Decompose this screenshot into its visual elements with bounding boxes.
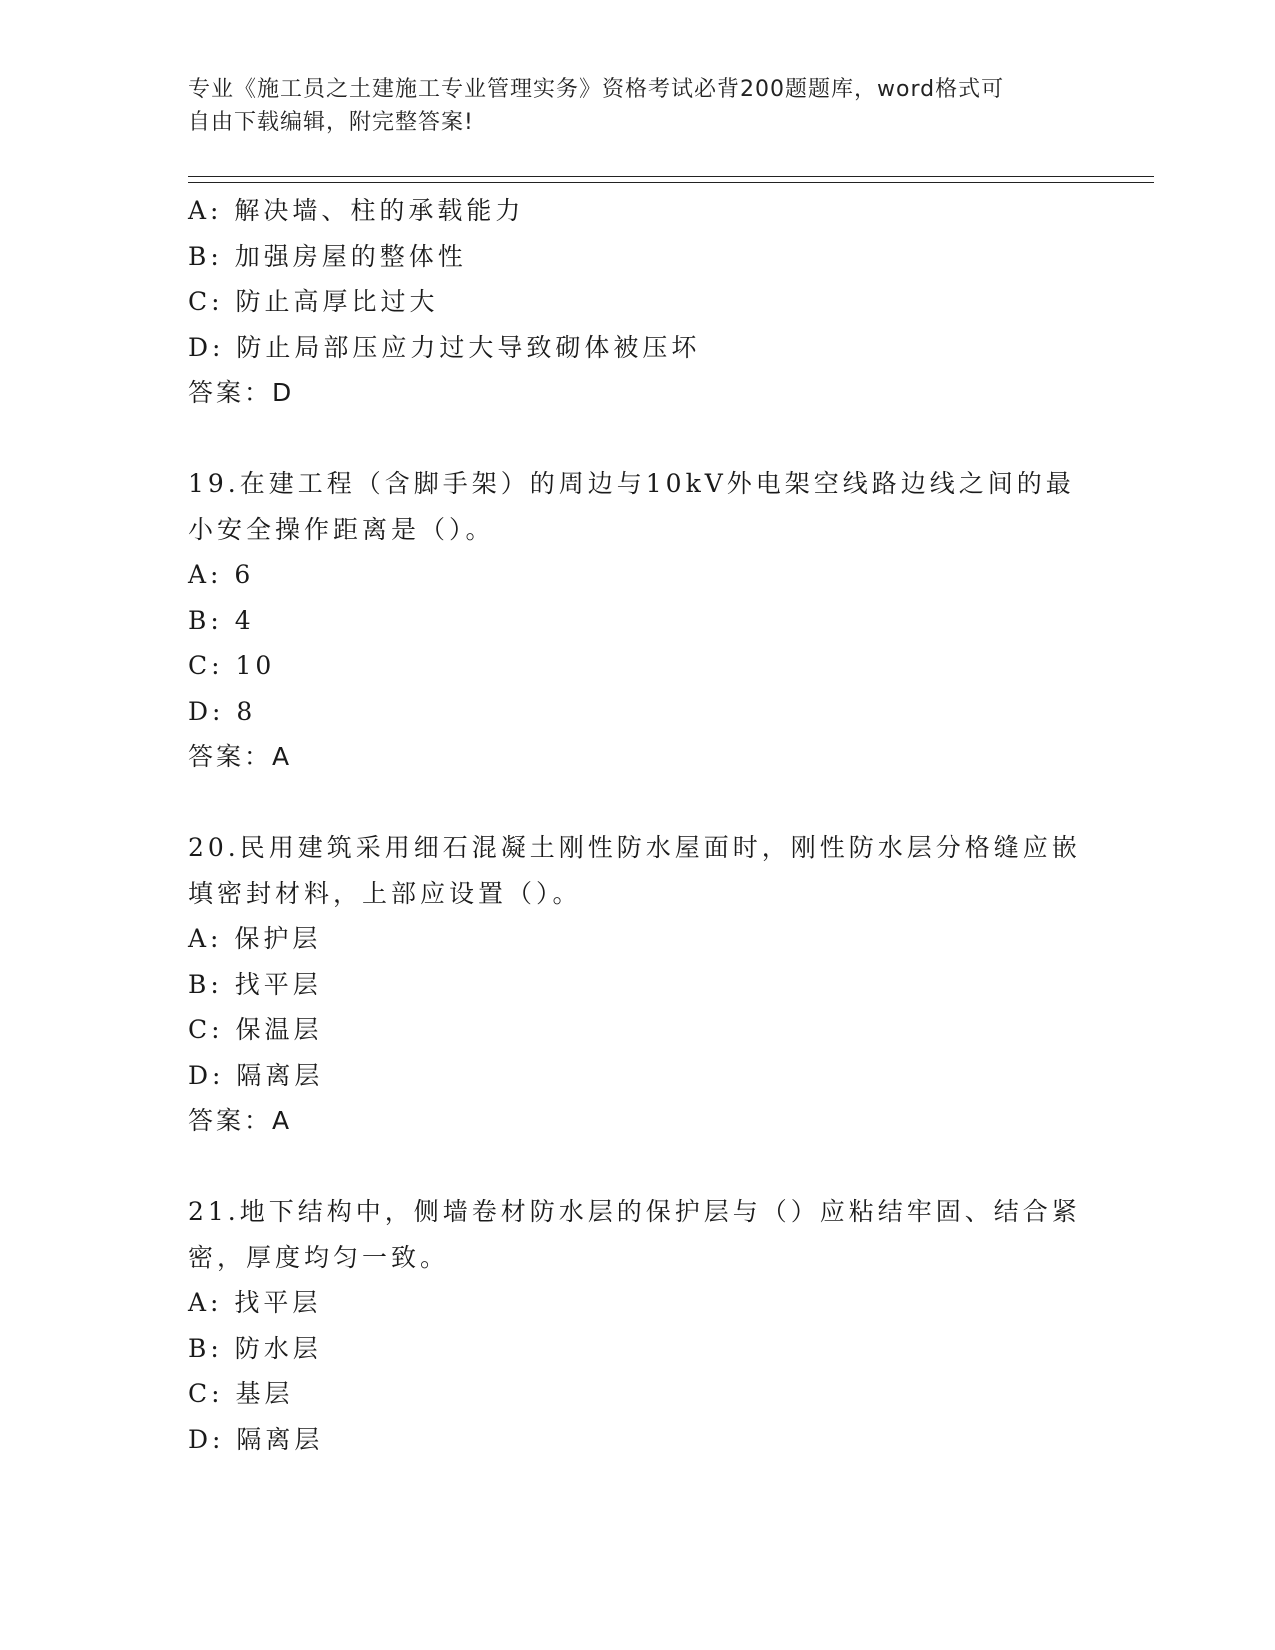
spacer bbox=[188, 780, 1088, 826]
option-b: B: 防水层 bbox=[188, 1333, 322, 1363]
question-stem-line-1: 20.民用建筑采用细石混凝土刚性防水屋面时，刚性防水层分格缝应嵌 bbox=[188, 833, 1081, 862]
answer-line: 答案：A bbox=[188, 742, 293, 771]
question-stem-line-2: 填密封材料，上部应设置（）。 bbox=[188, 878, 582, 908]
question-18-continued bbox=[188, 188, 1088, 416]
header-divider-bottom bbox=[188, 182, 1154, 183]
question-stem-line-1: 19.在建工程（含脚手架）的周边与10kV外电架空线路边线之间的最 bbox=[188, 469, 1075, 498]
option-d: D: 防止局部压应力过大导致砌体被压坏 bbox=[188, 332, 701, 362]
answer-line: 答案：A bbox=[188, 1106, 293, 1135]
header-divider-top bbox=[188, 176, 1154, 177]
question-stem-line-2: 密，厚度均匀一致。 bbox=[188, 1242, 450, 1272]
question-19 bbox=[188, 461, 1088, 780]
option-a: A: 6 bbox=[188, 560, 255, 589]
option-d: D: 隔离层 bbox=[188, 1060, 324, 1090]
option-c: C: 防止高厚比过大 bbox=[188, 287, 439, 316]
option-a: A: 找平层 bbox=[188, 1288, 322, 1317]
answer-line: 答案：D bbox=[188, 378, 295, 407]
option-c: C: 10 bbox=[188, 651, 276, 680]
header-title-line-2: 自由下载编辑，附完整答案! bbox=[188, 110, 474, 135]
question-stem-line-2: 小安全操作距离是（）。 bbox=[188, 514, 495, 544]
header-title-line-1: 专业《施工员之土建施工专业管理实务》资格考试必背200题题库，word格式可 bbox=[188, 77, 1005, 102]
question-stem-line-1: 21.地下结构中，侧墙卷材防水层的保护层与（）应粘结牢固、结合紧 bbox=[188, 1197, 1081, 1226]
option-b: B: 找平层 bbox=[188, 969, 322, 999]
option-a: A: 解决墙、柱的承载能力 bbox=[188, 196, 525, 225]
document-header bbox=[188, 73, 1068, 139]
spacer bbox=[188, 1144, 1088, 1190]
option-d: D: 隔离层 bbox=[188, 1424, 324, 1454]
option-c: C: 基层 bbox=[188, 1379, 294, 1408]
question-21 bbox=[188, 1189, 1088, 1462]
option-d: D: 8 bbox=[188, 696, 257, 726]
option-b: B: 4 bbox=[188, 605, 255, 635]
option-b: B: 加强房屋的整体性 bbox=[188, 241, 467, 271]
question-20 bbox=[188, 825, 1088, 1144]
question-list bbox=[188, 188, 1088, 1462]
option-a: A: 保护层 bbox=[188, 924, 322, 953]
spacer bbox=[188, 416, 1088, 462]
option-c: C: 保温层 bbox=[188, 1015, 323, 1044]
